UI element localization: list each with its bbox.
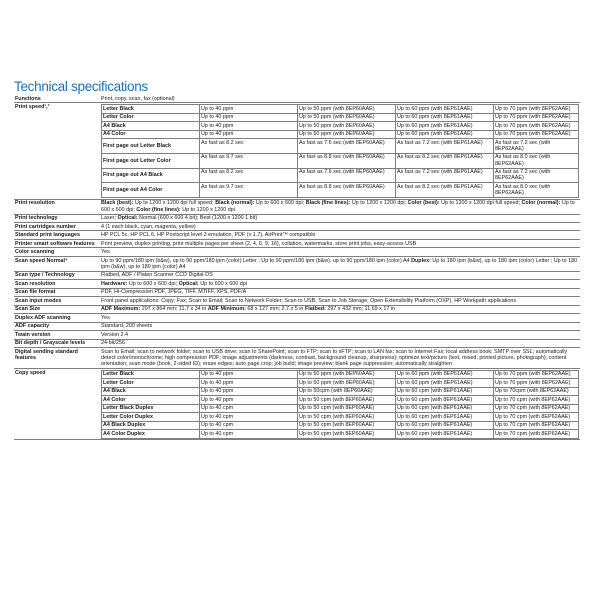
spec-text: Up to 1200 x 1200 dpi full speed; (439, 200, 522, 207)
table-row (102, 130, 579, 138)
spec-text: Up to 90 ppm/180 ipm (b&w), up to 90 ppm/180 ipm (color) Letter ; Up to 90 ppm/180 ipm (b&w), up to 90 ppm/180 ipm (color) A4 (101, 257, 412, 264)
table-cell: Up to 40 cpm (200, 404, 298, 412)
table-cell: Up to 50 ppm (with 8EP60AAE) (298, 122, 396, 130)
spec-text: Up to 600 x 600 dpi; (101, 200, 575, 213)
row-label-cell: A4 Color Duplex (102, 430, 200, 438)
spec-value: Flatbed, ADF / Platen Scanner CCD Digital-DS (100, 271, 580, 279)
spec-label: Scan type / Technology (14, 271, 100, 279)
row-label-cell: Letter Black (102, 370, 200, 378)
table-cell: Up to 60 cpm (with 8EP61AAE) (396, 430, 494, 438)
spec-key: Color (normal): (521, 200, 561, 207)
spec-label: Copy speed (14, 369, 100, 440)
table-cell: Up to 70 cpm (with 8EP62AAE) (494, 421, 579, 429)
spec-row-color-scanning (14, 248, 580, 256)
spec-value: Yes (100, 314, 580, 322)
table-cell: Up to 60 ppm (with 8EP61AAE) (396, 370, 494, 378)
table-row (102, 139, 579, 154)
spec-value (100, 199, 580, 214)
spec-row-smart-software (14, 239, 580, 247)
print-speed-table (101, 104, 579, 198)
table-cell: Up to 50 cpm (with 8EP60AAE) (298, 430, 396, 438)
row-label-cell: A4 Color (102, 396, 200, 404)
spec-label: Scan speed Normal⁴ (14, 256, 100, 271)
spec-value: Version 2.4 (100, 331, 580, 339)
table-cell: Up to 50 cpm (with 8EP60AAE) (298, 413, 396, 421)
spec-value: Standard, 200 sheets (100, 322, 580, 330)
table-row (102, 421, 579, 429)
table-cell: Up to 60 cpm (with 8EP61AAE) (396, 421, 494, 429)
table-row (102, 379, 579, 387)
spec-row-scan-format (14, 288, 580, 296)
table-row (102, 387, 579, 395)
table-row (102, 183, 579, 198)
spec-value (100, 103, 580, 199)
table-cell: As fast as 9.7 sec (200, 153, 298, 168)
table-cell: Up to 60 cpm (with 8EP61AAE) (396, 396, 494, 404)
table-row (102, 105, 579, 113)
spec-row-print-technology (14, 214, 580, 222)
spec-key: Black (fine lines): (305, 200, 351, 207)
spec-label: Print speed¹,³ (14, 103, 100, 199)
spec-row-adf-capacity (14, 322, 580, 330)
table-cell: Up to 50 ppm (with 8EP60AAE) (298, 370, 396, 378)
row-label-cell: A4 Color (102, 130, 200, 138)
spec-text: 297 x 864 mm; 11.7 x 34 in (140, 306, 208, 313)
row-label-cell: Letter Color (102, 113, 200, 121)
spec-key: Hardware: (101, 280, 128, 287)
spec-row-print-speed (14, 103, 580, 199)
row-label-cell: Letter Black (102, 105, 200, 113)
spec-row-copy-speed (14, 369, 580, 440)
spec-value (100, 280, 580, 288)
table-cell: Up to 40 ppm (200, 379, 298, 387)
spec-label: Scan file format (14, 288, 100, 296)
table-cell: Up to 40 ppm (200, 387, 298, 395)
table-cell: As fast as 8.2 sec (200, 168, 298, 183)
spec-text: Laser; (101, 215, 118, 222)
spec-value: Yes (100, 248, 580, 256)
row-label-cell: First page out Letter Color (102, 153, 200, 168)
spec-label: Color scanning (14, 248, 100, 256)
spec-row-cartridges (14, 223, 580, 231)
spec-label: Scan input modes (14, 297, 100, 305)
row-label-cell: A4 Black (102, 122, 200, 130)
spec-label: Scan Size (14, 305, 100, 313)
spec-value (100, 256, 580, 271)
spec-value: 4 (1 each black, cyan, magenta, yellow) (100, 223, 580, 231)
table-cell: Up to 70 ppm (with 8EP62AAE) (494, 370, 579, 378)
table-cell: As fast as 8.8 sec (with 8EP60AAE) (298, 153, 396, 168)
table-cell: Up to 40 ppm (200, 130, 298, 138)
spec-key: ADF Maximum: (101, 306, 141, 313)
table-cell: As fast as 8.0 sec (with 8EP62AAE) (494, 183, 579, 198)
spec-value: Print, copy, scan, fax (optional) (100, 95, 580, 103)
table-cell: Up to 50 ppm (with 8EP60AAE) (298, 113, 396, 121)
spec-label: Scan resolution (14, 280, 100, 288)
table-cell: As fast as 7.2 sec (with 8EP62AAE) (494, 139, 579, 154)
table-cell: As fast as 8.2 sec (with 8EP61AAE) (396, 153, 494, 168)
spec-key: Black (normal): (215, 200, 255, 207)
spec-row-scan-resolution (14, 280, 580, 288)
table-cell: As fast as 8.2 sec (200, 139, 298, 154)
spec-value (100, 305, 580, 313)
page-title: Technical specifications (14, 79, 148, 94)
table-cell: As fast as 9.7 sec (200, 183, 298, 198)
spec-text: Normal (600 x 600 4 bit); Best (1200 x 1200 1 bit) (137, 215, 258, 222)
spec-key: ADF Minimum: (207, 306, 246, 313)
spec-value: 24-bit/256 (100, 339, 580, 347)
spec-value: Scan to Email; scan to network folder; scan to USB drive; scan to SharePoint; scan to FTP; scan to sFTP; scan to LAN fax; scan to Internet Fax; local address book; SMTP over SSL; automatically detect color/monochrome; high compression PDF; image adjustments (darkness, contrast, background cleanup, sharpness); optimize text/picture (text, mixed, printed picture, photograph); content orientation; scan mode (book, 2-sided ID); erase edges; auto page crop; job build; image preview; blank page suppression; automatically straighten (100, 348, 580, 369)
table-cell: Up to 50 ppm (with 8EP60AAE) (298, 105, 396, 113)
spec-key: Black (best): (101, 200, 134, 207)
table-cell: Up to 50 cpm (with 8EP60AAE) (298, 404, 396, 412)
table-cell: Up to 70 cpm (with 8EP62AAE) (494, 413, 579, 421)
spec-text: Up to 180 ipm (b&w), up to 180 ipm (color) Letter ; Up to 180 ipm (b&w), up to 180 ipm (color) A4 (101, 257, 578, 270)
spec-row-scan-size (14, 305, 580, 313)
spec-key: Color (fine lines): (136, 206, 181, 213)
table-cell: Up to 60 ppm (with 8EP61AAE) (396, 113, 494, 121)
table-cell: Up to 70cpm (with 8EP62AAE) (494, 387, 579, 395)
table-cell: Up to 50cpm (with 8EP60AAE) (298, 387, 396, 395)
row-label-cell: Letter Black Duplex (102, 404, 200, 412)
table-cell: Up to 60 cpm (with 8EP61AAE) (396, 404, 494, 412)
spec-text: Up to 1200 x 1200 dpi full speed; (133, 200, 216, 207)
row-label-cell: A4 Black Duplex (102, 421, 200, 429)
table-row (102, 168, 579, 183)
spec-page (14, 80, 580, 440)
table-cell: Up to 60 ppm (with 8EP61AAE) (396, 130, 494, 138)
table-cell: As fast as 8.0 sec (with 8EP62AAE) (494, 153, 579, 168)
spec-label: Bit depth / Grayscale levels (14, 339, 100, 347)
table-cell: As fast as 8.2 sec (with 8EP61AAE) (396, 183, 494, 198)
spec-value: PDF, Hi-Compression PDF, JPEG, TIFF, MTIFF, XPS, PDF/A (100, 288, 580, 296)
table-cell: Up to 40 cpm (200, 430, 298, 438)
table-cell: Up to 70 ppm (with 8EP62AAE) (494, 105, 579, 113)
spec-row-twain (14, 331, 580, 339)
spec-label: ADF capacity (14, 322, 100, 330)
table-cell: Up to 60 cpm (with 8EP61AAE) (396, 413, 494, 421)
table-row (102, 404, 579, 412)
spec-label: Printer smart software features (14, 239, 100, 247)
table-cell: Up to 70 ppm (with 8EP62AAE) (494, 122, 579, 130)
spec-key: Color (best): (407, 200, 440, 207)
table-cell: Up to 40 ppm (200, 105, 298, 113)
spec-text: Up to 600 x 600 dpi (198, 280, 247, 287)
table-cell: As fast as 7.2 sec (with 8EP61AAE) (396, 139, 494, 154)
spec-text: 297 x 432 mm; 11.69 x 17 in (325, 306, 396, 313)
table-cell: Up to 40 ppm (200, 122, 298, 130)
spec-value: Front panel applications: Copy; Fax; Scan to Email; Scan to Network Folder; Scan to USB; Scan to Job Storage; Open Extensibility Platform (OXP), HP Workpath applications (100, 297, 580, 305)
spec-text: Up to 600 x 600 dpi; (127, 280, 179, 287)
spec-key: Optical: (178, 280, 199, 287)
table-row (102, 153, 579, 168)
spec-row-languages (14, 231, 580, 239)
copy-speed-table (101, 370, 579, 439)
table-cell: Up to 50 cpm (with 8EP60AAE) (298, 421, 396, 429)
spec-label: Print resolution (14, 199, 100, 214)
table-row (102, 113, 579, 121)
row-label-cell: Letter Color Duplex (102, 413, 200, 421)
spec-label: Duplex ADF scanning (14, 314, 100, 322)
table-cell: Up to 40 cpm (200, 413, 298, 421)
spec-row-digital-sending (14, 348, 580, 369)
spec-label: Twain version (14, 331, 100, 339)
table-cell: Up to 60 ppm (with 8EP61AAE) (396, 379, 494, 387)
spec-label: Functions (14, 95, 100, 103)
table-row (102, 430, 579, 438)
spec-key: Duplex: (411, 257, 431, 264)
table-row (102, 413, 579, 421)
spec-row-scan-modes (14, 297, 580, 305)
table-cell: As fast as 7.2 sec (with 8EP61AAE) (396, 168, 494, 183)
spec-label: Print technology (14, 214, 100, 222)
table-row (102, 370, 579, 378)
spec-text: Up to 1200 x 1200 dpi (180, 206, 235, 213)
spec-text: Up to 1200 x 1200 dpi; (350, 200, 408, 207)
table-cell: As fast as 8.8 sec (with 8EP60AAE) (298, 183, 396, 198)
table-cell: Up to 70 cpm (with 8EP62AAE) (494, 404, 579, 412)
table-cell: Up to 70 cpm (with 8EP62AAE) (494, 396, 579, 404)
spec-value: HP PCL 5c, HP PCL 6, HP Postscript level 3 emulation, PDF (v 1.7), AirPrint™ compatible (100, 231, 580, 239)
row-label-cell: First page out Letter Black (102, 139, 200, 154)
table-cell: Up to 50 cpm (with 8EP60AAE) (298, 396, 396, 404)
table-row (102, 396, 579, 404)
row-label-cell: A4 Black (102, 387, 200, 395)
spec-row-duplex-adf (14, 314, 580, 322)
spec-key: Optical: (117, 215, 138, 222)
table-row (102, 122, 579, 130)
spec-text: 68 x 127 mm; 2.7 x 5 in (245, 306, 305, 313)
table-cell: Up to 60 ppm (with 8EP61AAE) (396, 105, 494, 113)
table-cell: Up to 60 ppm (with 8EP61AAE) (396, 122, 494, 130)
table-cell: As fast as 7.2 sec (with 8EP62AAE) (494, 168, 579, 183)
spec-value (100, 369, 580, 440)
table-cell: Up to 70 ppm (with 8EP62AAE) (494, 113, 579, 121)
spec-row-functions (14, 95, 580, 103)
spec-row-scan-type (14, 271, 580, 279)
table-cell: Up to 40 ppm (200, 370, 298, 378)
table-cell: Up to 50 ppm (with 8EP60AAE) (298, 130, 396, 138)
spec-table (14, 95, 580, 440)
table-cell: Up to 70 ppm (with 8EP62AAE) (494, 379, 579, 387)
spec-value (100, 214, 580, 222)
table-cell: Up to 40 cpm (200, 421, 298, 429)
table-cell: Up to 40 ppm (200, 396, 298, 404)
table-cell: Up to 50 ppm (with 8EP60AAE) (298, 379, 396, 387)
row-label-cell: First page out A4 Color (102, 183, 200, 198)
spec-label: Digital sending standard features (14, 348, 100, 369)
spec-text: Up to 600 x 600 dpi; (254, 200, 306, 207)
table-cell: As fast as 7.6 sec (with 8EP60AAE) (298, 139, 396, 154)
spec-row-bit-depth (14, 339, 580, 347)
row-label-cell: Letter Color (102, 379, 200, 387)
table-cell: Up to 40 ppm (200, 113, 298, 121)
table-cell: As fast as 7.6 sec (with 8EP60AAE) (298, 168, 396, 183)
spec-key: Flatbed: (304, 306, 326, 313)
table-cell: Up to 60 cpm (with 8EP61AAE) (396, 387, 494, 395)
table-cell: Up to 70 cpm (with 8EP62AAE) (494, 430, 579, 438)
table-cell: Up to 70 ppm (with 8EP62AAE) (494, 130, 579, 138)
spec-value: Print preview, duplex printing, print multiple pages per sheet (2, 4, 6, 9, 16), collation, watermarks, store print jobs, easy-access USB (100, 239, 580, 247)
row-label-cell: First page out A4 Black (102, 168, 200, 183)
spec-row-print-resolution (14, 199, 580, 214)
spec-label: Print cartridges number (14, 223, 100, 231)
spec-row-scan-speed (14, 256, 580, 271)
spec-label: Standard print languages (14, 231, 100, 239)
